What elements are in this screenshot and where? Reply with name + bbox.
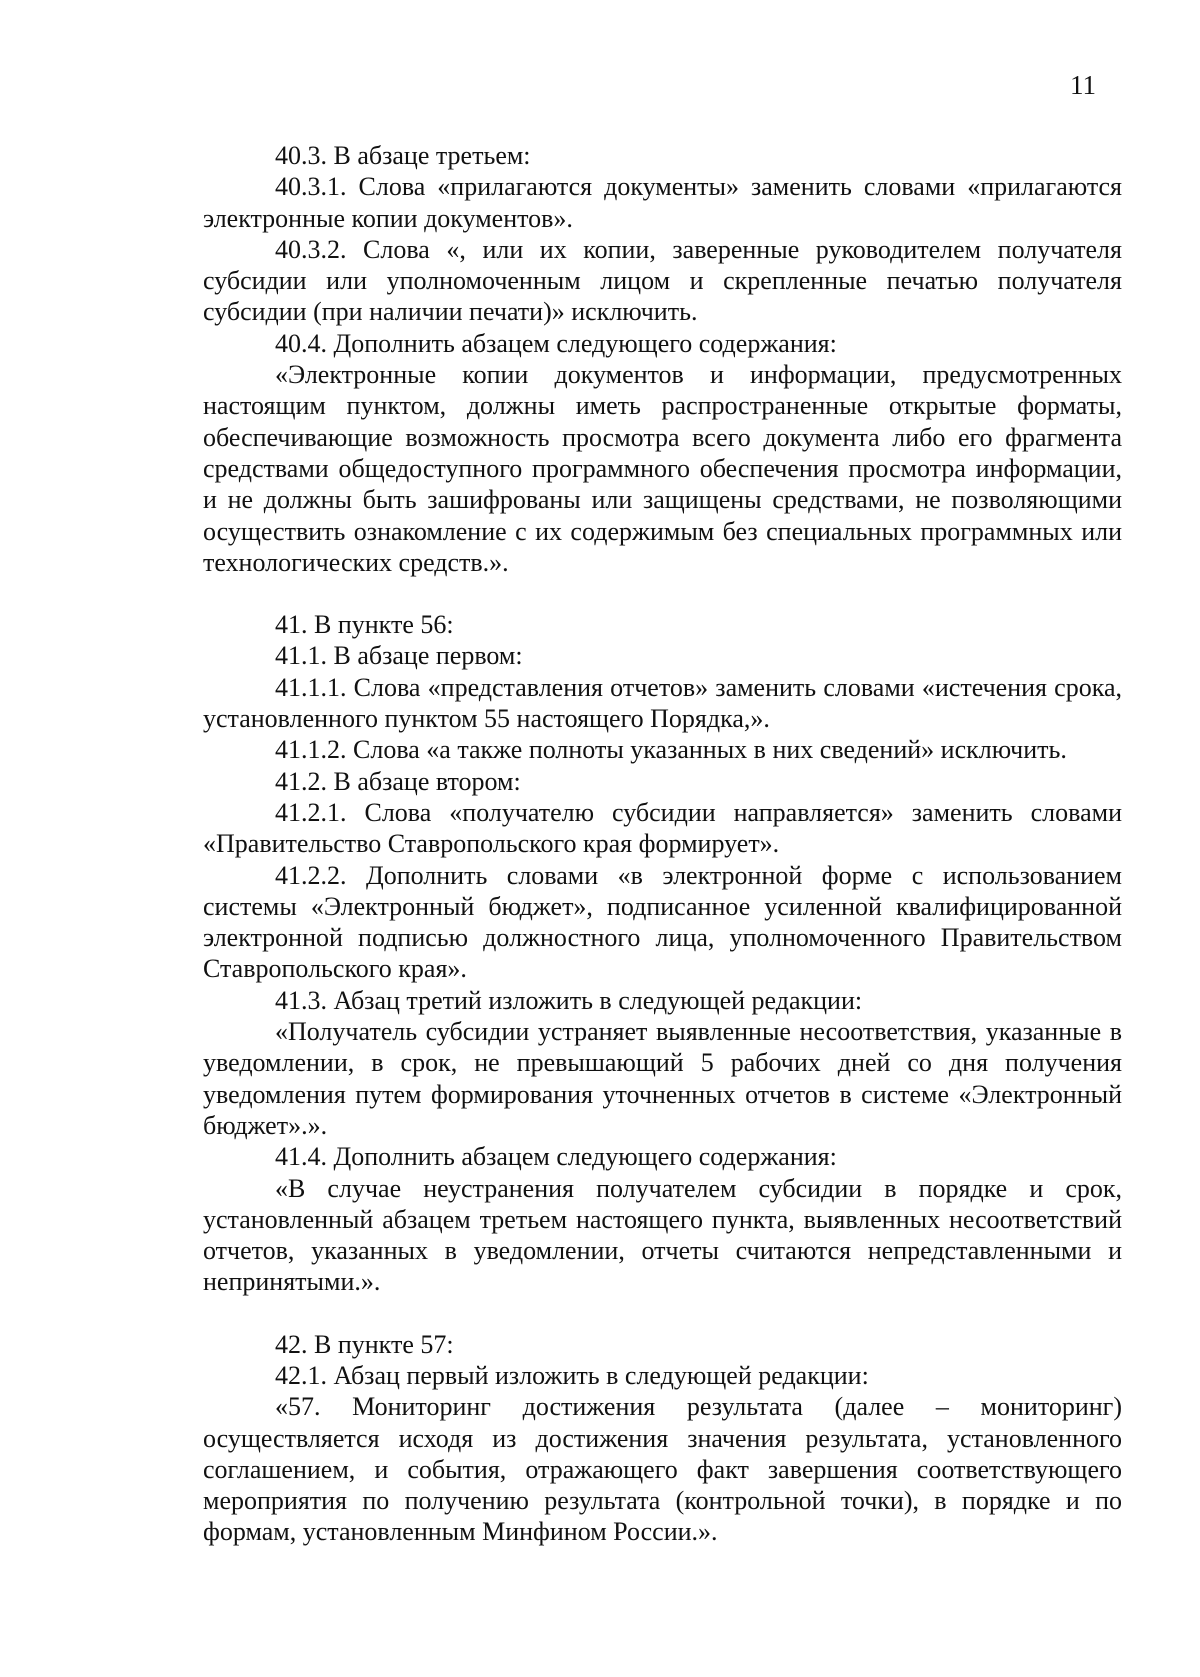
paragraph-42-1: 42.1. Абзац первый изложить в следующей редакции: <box>275 1360 869 1390</box>
document-body <box>203 140 1122 1548</box>
paragraph-41: 41. В пункте 56: <box>275 610 454 640</box>
paragraph-41-1-1: 41.1.1. Слова «представления отчетов» заменить словами «истечения срока, установленного пунктом 55 настоящего Порядка,». <box>203 672 1122 734</box>
section-gap <box>203 1298 1122 1329</box>
paragraph-42-1-text: «57. Мониторинг достижения результата (далее – мониторинг) осуществляется исходя из достижения значения результата, установленного соглашением, и события, отражающего факт завершения соответствующего мероприятия по получению результата (контрольной точки), в порядке и по формам, установленным Минфином России.». <box>203 1392 1122 1547</box>
paragraph-41-1-2: 41.1.2. Слова «а также полноты указанных в них сведений» исключить. <box>275 735 1067 765</box>
paragraph-41-3-text: «Получатель субсидии устраняет выявленные несоответствия, указанные в уведомлении, в срок, не превышающий 5 рабочих дней со дня получения уведомления путем формирования уточненных отчетов в системе «Электронный бюджет».». <box>203 1017 1122 1140</box>
paragraph-41-2-2: 41.2.2. Дополнить словами «в электронной форме с использованием системы «Электронный бюджет», подписанное усиленной квалифицированной электронной подписью должностного лица, уполномоченного Правительством Ставропольского края». <box>203 860 1122 984</box>
paragraph-41-1: 41.1. В абзаце первом: <box>275 641 523 671</box>
paragraph-40-3-1: 40.3.1. Слова «прилагаются документы» заменить словами «прилагаются электронные копии документов». <box>203 172 1122 233</box>
paragraph-41-2-1: 41.2.1. Слова «получателю субсидии направляется» заменить словами «Правительство Ставропольского края формирует». <box>203 797 1122 859</box>
page-number: 11 <box>1070 70 1096 100</box>
paragraph-40-4-text: «Электронные копии документов и информации, предусмотренных настоящим пунктом, должны иметь распространенные открытые форматы, обеспечивающие возможность просмотра всего документа либо его фрагмента средствами общедоступного программного обеспечения просмотра информации, и не должны быть зашифрованы или защищены средствами, не позволяющими осуществить ознакомление с их содержимым без специальных программных или технологических средств.». <box>203 360 1122 577</box>
paragraph-41-2: 41.2. В абзаце втором: <box>275 766 521 796</box>
section-gap <box>203 578 1122 609</box>
paragraph-40-4: 40.4. Дополнить абзацем следующего содержания: <box>275 328 837 358</box>
paragraph-41-3: 41.3. Абзац третий изложить в следующей редакции: <box>275 985 863 1015</box>
paragraph-41-4: 41.4. Дополнить абзацем следующего содержания: <box>275 1142 837 1172</box>
paragraph-42: 42. В пункте 57: <box>275 1329 454 1359</box>
paragraph-40-3-2: 40.3.2. Слова «, или их копии, заверенные руководителем получателя субсидии или уполномоченным лицом и скрепленные печатью получателя субсидии (при наличии печати)» исключить. <box>203 234 1122 327</box>
paragraph-40-3: 40.3. В абзаце третьем: <box>275 141 531 170</box>
paragraph-41-4-text: «В случае неустранения получателем субсидии в порядке и срок, установленный абзацем третьем настоящего пункта, выявленных несоответствий отчетов, указанных в уведомлении, отчеты считаются непредставленными и непринятыми.». <box>203 1173 1122 1297</box>
